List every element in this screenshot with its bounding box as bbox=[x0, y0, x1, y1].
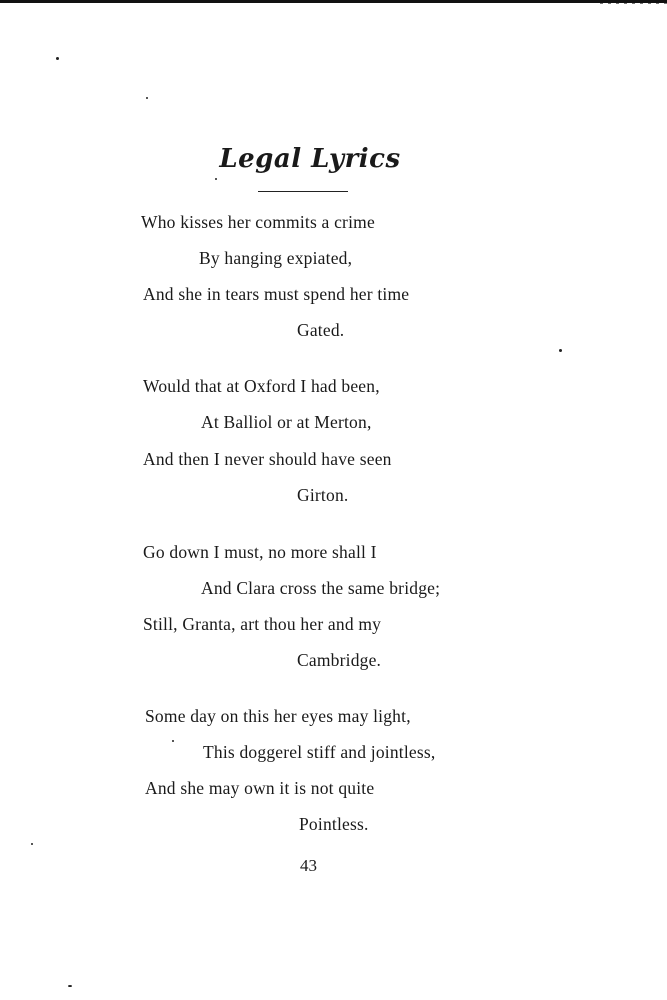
poem-line: Still, Granta, art thou her and my bbox=[143, 614, 382, 634]
scan-speck bbox=[68, 985, 72, 987]
page-top-edge-fade bbox=[600, 3, 667, 4]
poem-line: Gated. bbox=[297, 320, 345, 340]
poem-line: At Balliol or at Merton, bbox=[201, 412, 372, 432]
scan-speck bbox=[172, 740, 174, 742]
title-underline bbox=[258, 191, 348, 192]
poem-line: And she in tears must spend her time bbox=[143, 284, 410, 304]
poem-line: This doggerel stiff and jointless, bbox=[203, 742, 436, 762]
poem-line: Who kisses her commits a crime bbox=[141, 212, 375, 232]
poem-line: Would that at Oxford I had been, bbox=[143, 376, 380, 396]
scan-speck bbox=[559, 349, 562, 352]
poem-line: Some day on this her eyes may light, bbox=[145, 706, 411, 726]
poem-line: Go down I must, no more shall I bbox=[143, 542, 377, 562]
poem-line: And she may own it is not quite bbox=[145, 778, 375, 798]
poem-line: Pointless. bbox=[299, 814, 369, 834]
poem-line: And then I never should have seen bbox=[143, 449, 392, 469]
poem-line: By hanging expiated, bbox=[199, 248, 353, 268]
poem-line: Girton. bbox=[297, 485, 349, 505]
poem-line: Cambridge. bbox=[297, 650, 382, 670]
poem-line: And Clara cross the same bridge; bbox=[201, 578, 441, 598]
page-title: Legal Lyrics bbox=[219, 144, 401, 174]
page-number: 43 bbox=[300, 856, 317, 875]
page-top-edge bbox=[0, 0, 667, 3]
scan-speck bbox=[31, 843, 33, 845]
scan-speck bbox=[146, 97, 148, 99]
scan-speck bbox=[56, 57, 59, 60]
scan-speck bbox=[215, 178, 217, 180]
